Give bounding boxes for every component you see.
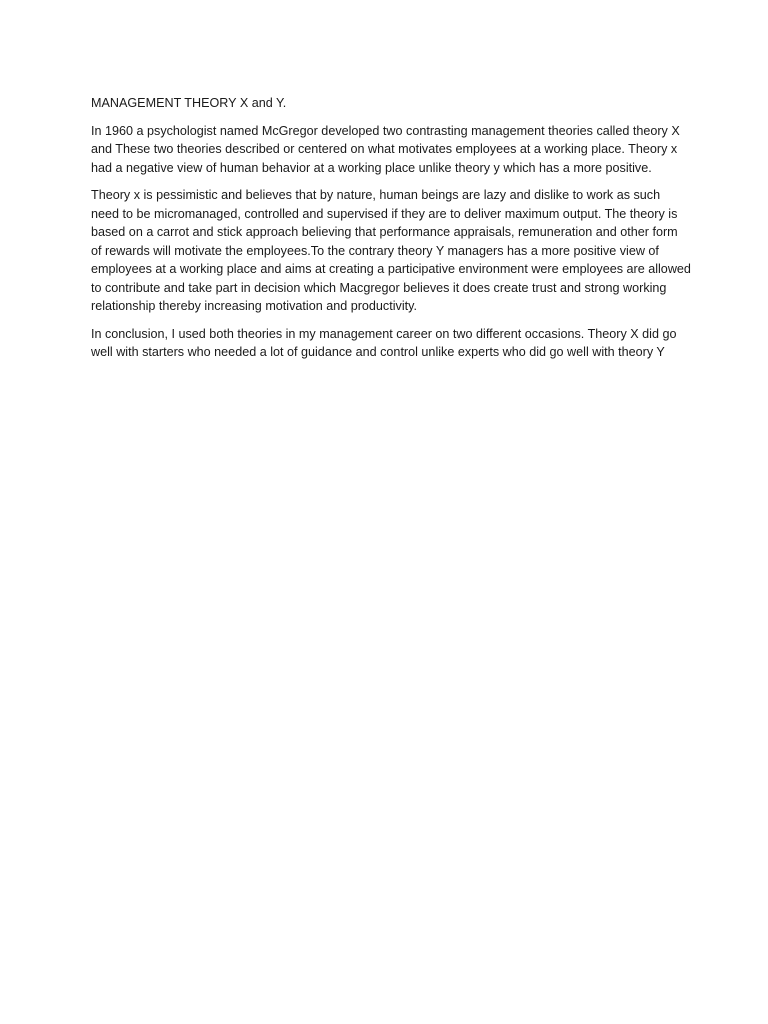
document-title: MANAGEMENT THEORY X and Y. bbox=[91, 96, 287, 110]
paragraph-theory-comparison: Theory x is pessimistic and believes that by nature, human beings are lazy and dislike to work as such need to be micromanaged, controlled and supervised if they are to deliver maximum output. The theory is based on a carrot and stick approach believing that performance appraisals, remuneration and other form of rewards will motivate the employees.To the contrary theory Y managers has a more positive view of employees at a working place and aims at creating a participative environment were employees are allowed to contribute and take part in decision which Macgregor believes it does create trust and strong working relationship thereby increasing motivation and productivity. bbox=[91, 188, 691, 313]
document-body bbox=[91, 94, 691, 371]
paragraph-introduction: In 1960 a psychologist named McGregor developed two contrasting management theories called theory X and These two theories described or centered on what motivates employees at a working place. Theory x had a negative view of human behavior at a working place unlike theory y which has a more positive. bbox=[91, 123, 680, 175]
paragraph-conclusion: In conclusion, I used both theories in my management career on two different occasions. Theory X did go well with starters who needed a lot of guidance and control unlike experts who did go well with theory Y bbox=[91, 326, 677, 359]
